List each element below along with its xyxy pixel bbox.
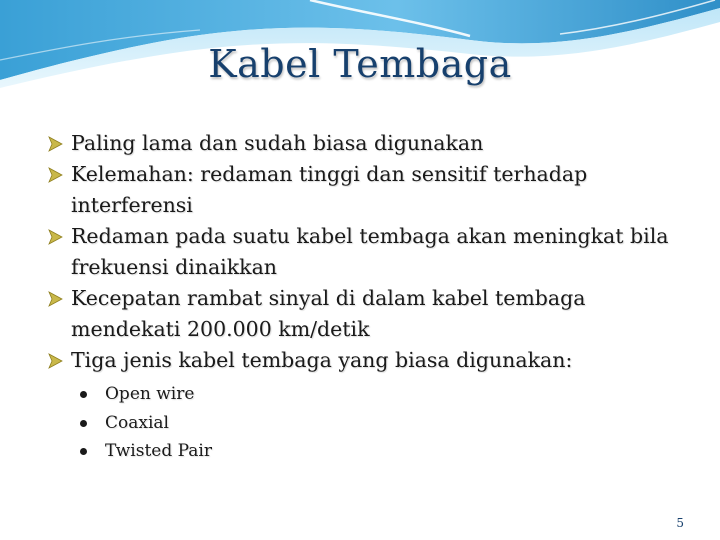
sub-bullet-item [80, 409, 688, 438]
bullet-list [48, 128, 688, 466]
filled-circle-bullet-icon [80, 420, 87, 427]
arrowhead-bullet-icon [48, 291, 63, 307]
bullet-text: Tiga jenis kabel tembaga yang biasa digunakan: [71, 348, 573, 372]
sub-bullet-item [80, 437, 688, 466]
sub-bullet-text: Open wire [105, 384, 195, 404]
bullet-text: Paling lama dan sudah biasa digunakan [71, 131, 484, 155]
bullet-item [48, 159, 688, 221]
arrowhead-bullet-icon [48, 136, 63, 152]
bullet-item [48, 345, 688, 466]
arrowhead-bullet-icon [48, 229, 63, 245]
arrowhead-bullet-icon [48, 353, 63, 369]
arrowhead-bullet-icon [48, 167, 63, 183]
bullet-text: Kelemahan: redaman tinggi dan sensitif terhadap interferensi [71, 162, 588, 217]
sub-bullet-list [71, 380, 688, 466]
filled-circle-bullet-icon [80, 448, 87, 455]
slide-title: Kabel Tembaga [208, 42, 512, 86]
sub-bullet-item [80, 380, 688, 409]
bullet-item [48, 128, 688, 159]
sub-bullet-text: Twisted Pair [105, 441, 212, 461]
sub-bullet-text: Coaxial [105, 412, 169, 433]
bullet-text: Redaman pada suatu kabel tembaga akan meningkat bila frekuensi dinaikkan [71, 224, 669, 279]
filled-circle-bullet-icon [80, 391, 87, 398]
bullet-item [48, 221, 688, 283]
page-number: 5 [676, 516, 684, 530]
bullet-item [48, 283, 688, 345]
bullet-text: Kecepatan rambat sinyal di dalam kabel tembaga mendekati 200.000 km/detik [71, 286, 586, 341]
